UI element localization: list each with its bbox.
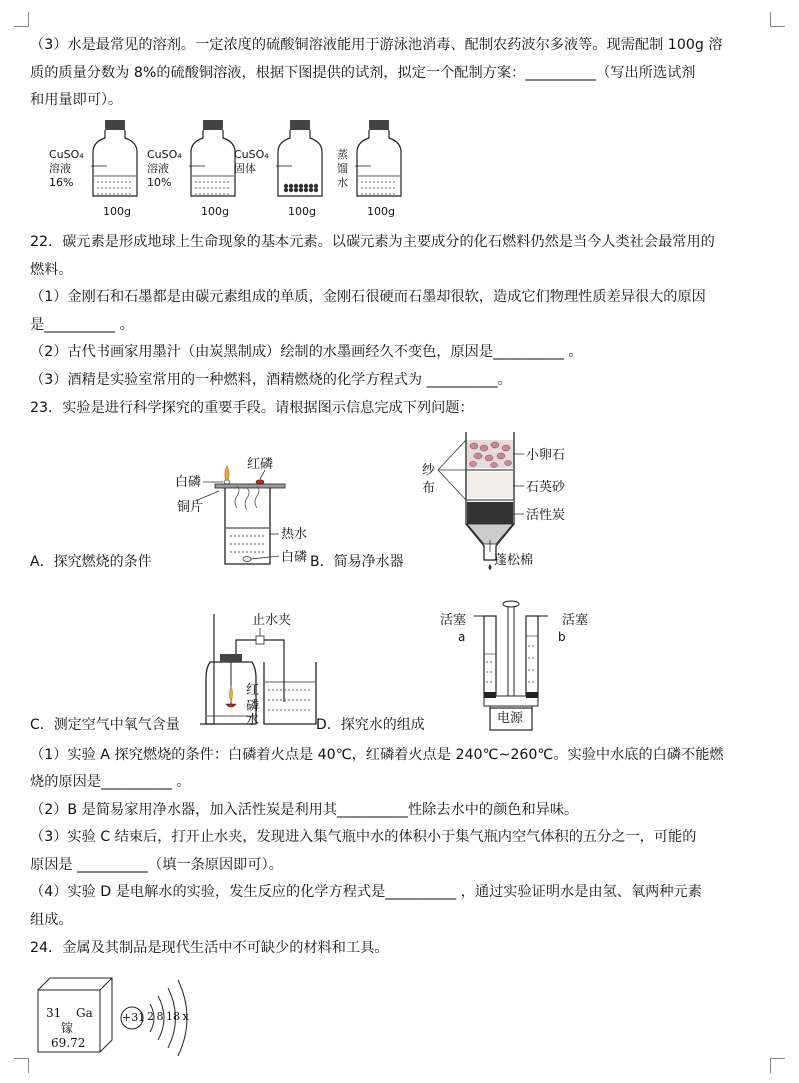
- white-phosphorus-label: 白磷: [175, 475, 202, 490]
- gallium-atom-structure: [118, 976, 202, 1058]
- clamp-label: 止水夹: [252, 613, 292, 628]
- figure-a-combustion: [175, 456, 315, 571]
- solid-granule: [314, 188, 318, 192]
- q23-s3-line: （3）实验 C 结束后，打开止水夹，发现进入集气瓶中水的体积小于集气瓶内空气体积的五分之一，可能的: [30, 829, 697, 845]
- bottle-label: CuSO₄: [234, 148, 269, 161]
- figure-c-oxygen: [200, 612, 330, 727]
- bottle-label: 蒸: [337, 148, 348, 161]
- valve-left-label: 活塞: [440, 613, 467, 628]
- figure-c-caption: C．测定空气中氧气含量: [30, 717, 180, 733]
- q22-text-line: （2）古代书画家用墨汁（由炭黑制成）绘制的水墨画经久不变色，原因是__________ 。: [30, 344, 583, 360]
- bottle-label: 水: [337, 176, 348, 189]
- bottle-body: [357, 130, 401, 196]
- valve-right-label: 活塞: [562, 613, 589, 628]
- hot-water-label: 热水: [281, 527, 308, 542]
- q23-s3-line: 原因是 __________（填一条原因即可）。: [30, 857, 283, 873]
- bottle-label: CuSO₄: [49, 148, 84, 161]
- bottle-mass: 100g: [201, 205, 229, 218]
- bottle-mass: 100g: [103, 205, 131, 218]
- bottle-label: 溶液: [49, 162, 71, 175]
- solid-granule: [284, 184, 288, 188]
- q21-text-line: 质的质量分数为 8%的硫酸铜溶液，根据下图提供的试剂，拟定一个配制方案：__________（写出所选试剂: [30, 65, 696, 81]
- q22-text-line: （3）酒精是实验室常用的一种燃料，酒精燃烧的化学方程式为 __________。: [30, 372, 512, 388]
- q23-intro: 23．实验是进行科学探究的重要手段。请根据图示信息完成下列问题：: [30, 400, 474, 416]
- bottle-label: 固体: [234, 162, 256, 175]
- solid-granule: [299, 184, 303, 188]
- figure-b-caption: B．简易净水器: [310, 554, 404, 570]
- solid-granule: [284, 188, 288, 192]
- element-name: 镓: [61, 1021, 74, 1035]
- electron-shells: 2 8 18 x: [147, 1010, 189, 1023]
- power-supply-label: 电源: [497, 711, 524, 726]
- bottle-mass: 100g: [288, 205, 316, 218]
- bottle-label: 10%: [147, 176, 172, 189]
- element-symbol: Ga: [76, 1006, 93, 1020]
- bottle-body: [93, 130, 137, 196]
- reagent-bottle: [234, 120, 322, 218]
- corner-mark: [770, 12, 785, 27]
- tube-a-label: a: [458, 630, 466, 644]
- reagent-bottle: [49, 120, 137, 218]
- reagent-bottle: [337, 120, 401, 218]
- figure-a-caption: A．探究燃烧的条件: [30, 554, 152, 570]
- bottle-label: CuSO₄: [147, 148, 182, 161]
- red-phosphorus-label: 红磷: [247, 457, 274, 472]
- q22-text-line: 22．碳元素是形成地球上生命现象的基本元素。以碳元素为主要成分的化石燃料仍然是当今人类社会最常用的: [30, 234, 715, 250]
- q23-s4-line: （4）实验 D 是电解水的实验，发生反应的化学方程式是__________ ，通过实验证明水是由氢、氧两种元素: [30, 884, 702, 900]
- corner-mark: [14, 12, 29, 27]
- red-phosphorus-label: 磷: [246, 699, 260, 714]
- q21-text-line: （3）水是最常见的溶剂。一定浓度的硫酸铜溶液能用于游泳池消毒、配制农药波尔多液等。现需配制 100g 溶: [30, 37, 723, 53]
- gauze-label: 布: [422, 481, 436, 496]
- solid-granule: [289, 184, 293, 188]
- bottle-cap: [369, 120, 389, 130]
- q23-s1-line: （1）实验 A 探究燃烧的条件：白磷着火点是 40℃，红磷着火点是 240℃~260℃。实验中水底的白磷不能燃: [30, 747, 724, 763]
- copper-plate-label: 铜片: [177, 500, 204, 515]
- figure-d-electrolysis: [436, 596, 589, 736]
- atomic-number: 31: [46, 1006, 62, 1020]
- solid-granule: [294, 184, 298, 188]
- q23-s4-line: 组成。: [30, 912, 73, 928]
- nucleus-charge: +31: [122, 1011, 146, 1024]
- bottle-label: 16%: [49, 176, 74, 189]
- q24-intro: 24．金属及其制品是现代生活中不可缺少的材料和工具。: [30, 940, 389, 956]
- red-phosphorus-label: 红: [246, 683, 260, 698]
- solid-granule: [309, 184, 313, 188]
- bottle-cap: [203, 120, 223, 130]
- q21-text-line: 和用量即可）。: [30, 92, 123, 108]
- bottle-label: 馏: [337, 162, 348, 175]
- bottle-cap: [105, 120, 125, 130]
- bottle-mass: 100g: [367, 205, 395, 218]
- pebble-label: 小卵石: [526, 448, 566, 463]
- solid-granule: [314, 184, 318, 188]
- solid-granule: [304, 188, 308, 192]
- corner-mark: [14, 1058, 29, 1073]
- figure-b-water-purifier: [418, 428, 568, 570]
- bottle-body: [191, 130, 235, 196]
- reagent-bottles-figure: [45, 118, 405, 222]
- q22-text-line: （1）金刚石和石墨都是由碳元素组成的单质，金刚石很硬而石墨却很软，造成它们物理性质差异很大的原因: [30, 289, 706, 305]
- q23-s1-line: 烧的原因是__________ 。: [30, 774, 191, 790]
- figure-d-caption: D．探究水的组成: [316, 717, 425, 733]
- corner-mark: [770, 1058, 785, 1073]
- q22-text-line: 燃料。: [30, 262, 73, 278]
- q22-answer-blank: 是__________ 。: [30, 317, 134, 333]
- gauze-label: 纱: [422, 463, 436, 478]
- solid-granule: [294, 188, 298, 192]
- bottle-label: 溶液: [147, 162, 169, 175]
- q23-s2-line: （2）B 是简易家用净水器，加入活性炭是利用其__________性除去水中的颜色和异味。: [30, 802, 579, 818]
- tube-b-label: b: [558, 630, 566, 644]
- solid-granule: [304, 184, 308, 188]
- solid-granule: [289, 188, 293, 192]
- bottle-cap: [290, 120, 310, 130]
- activated-carbon-label: 活性炭: [526, 508, 566, 523]
- reagent-bottle: [147, 120, 235, 218]
- water-label: 水: [246, 713, 260, 728]
- atomic-mass: 69.72: [51, 1036, 86, 1050]
- solid-granule: [299, 188, 303, 192]
- solid-granule: [309, 188, 313, 192]
- gallium-element-card: [36, 976, 114, 1054]
- white-phosphorus-bottom-label: 白磷: [281, 550, 308, 565]
- cotton-label: 蓬松棉: [494, 553, 534, 568]
- quartz-sand-label: 石英砂: [526, 480, 566, 495]
